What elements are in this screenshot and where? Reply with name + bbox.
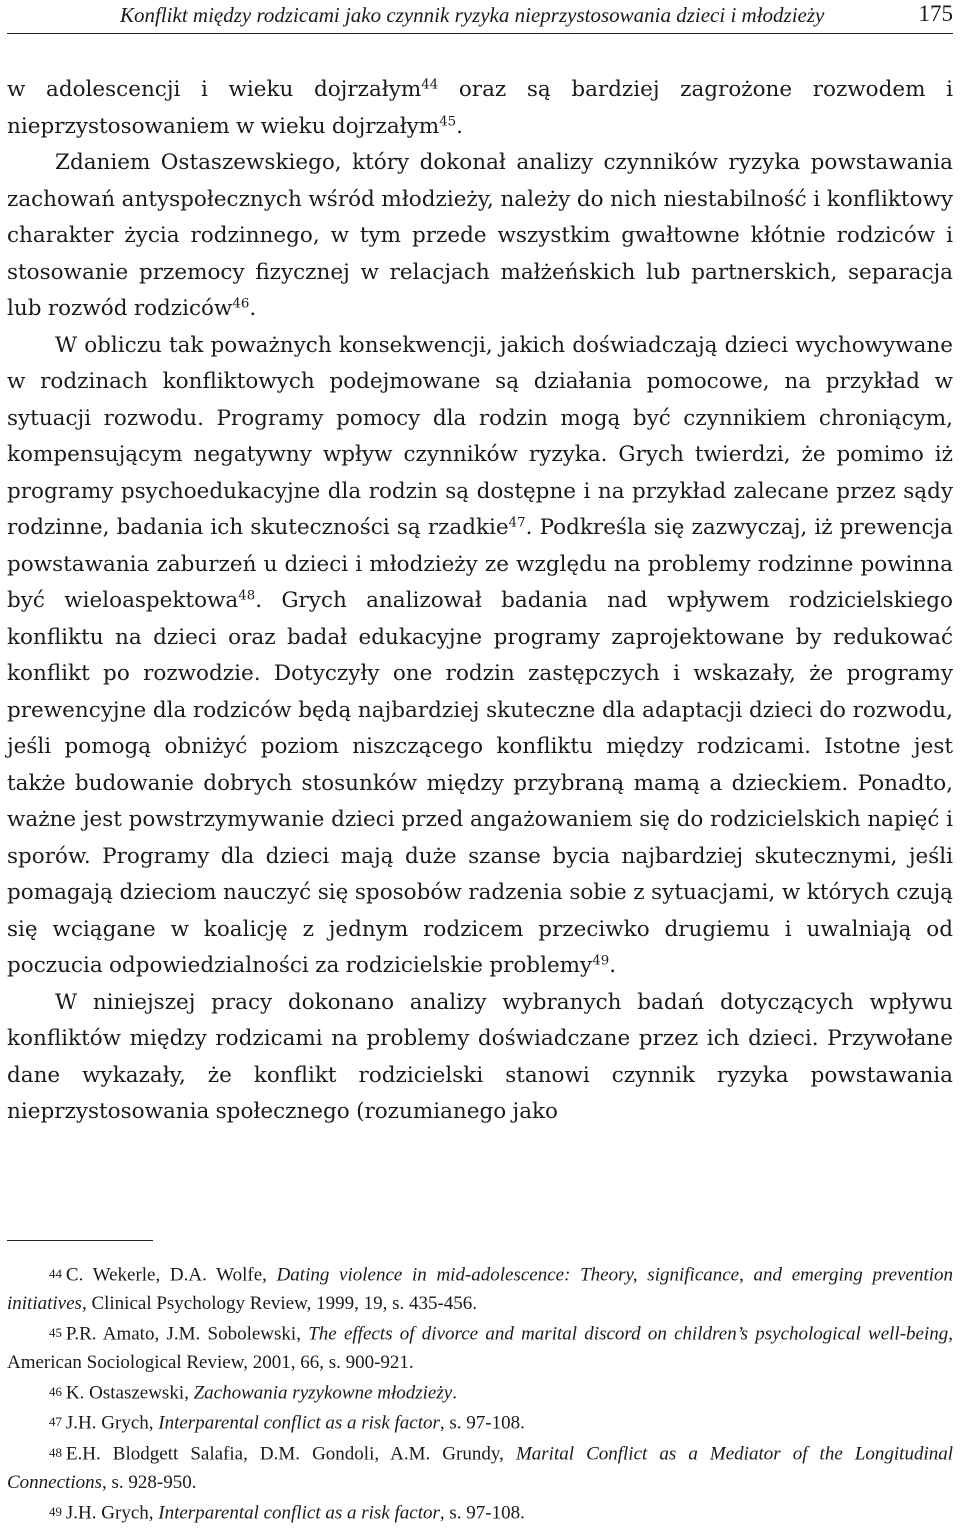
footnote-ref: 47	[508, 515, 526, 531]
page-number: 175	[918, 1, 953, 26]
footnote-title: Interparental conflict as a risk factor	[158, 1502, 440, 1524]
footnote-46	[7, 1378, 953, 1408]
body-text	[7, 72, 953, 1131]
footnote-number: 44	[49, 1266, 62, 1281]
footnote-source: , s. 97-108.	[439, 1502, 525, 1524]
footnote-title: Zachowania ryzykowne młodzieży	[193, 1382, 453, 1404]
text-span: oraz są bardziej zagrożone rozwodem i nieprzystosowaniem w wieku dojrzałym	[7, 77, 953, 139]
running-header	[7, 0, 953, 34]
paragraph-4	[7, 985, 953, 1131]
footnote-ref: 44	[421, 77, 439, 93]
footnote-source: , s. 97-108.	[439, 1412, 525, 1434]
footnote-authors: K. Ostaszewski,	[65, 1382, 194, 1404]
footnote-number: 49	[49, 1503, 62, 1519]
footnote-ref: 49	[592, 953, 610, 969]
footnote-source: , Clinical Psychology Review, 1999, 19, s. 435-456.	[81, 1293, 478, 1315]
text-span: .	[609, 953, 617, 978]
footnote-49	[7, 1498, 953, 1528]
footnote-number: 45	[49, 1324, 62, 1340]
text-span: W niniejszej pracy dokonano analizy wybranych badań dotyczących wpływu konfliktów między rodzicami na problemy doświadczane przez ich dzieci. Przywołane dane wykazały, że konflikt rodzicielski stanowi czynnik ryzyka powstawania nieprzystosowania społecznego (rozumianego jako	[7, 989, 953, 1124]
text-span: . Podkreśla się zazwyczaj, iż prewencja powstawania zaburzeń u dzieci i młodzieży ze względu na problemy rodzinne powinna być wieloaspektowa	[7, 515, 953, 613]
footnote-source: .	[452, 1382, 457, 1404]
paragraph-2	[7, 145, 953, 328]
footnote-source: , s. 928-950.	[102, 1471, 197, 1493]
footnote-47	[7, 1408, 953, 1438]
text-span: w adolescencji i wieku dojrzałym	[7, 77, 422, 102]
footnote-authors: J.H. Grych,	[65, 1412, 159, 1434]
text-span: .	[249, 296, 257, 321]
footnote-48	[7, 1439, 953, 1498]
footnote-ref: 48	[238, 588, 256, 604]
paragraph-3	[7, 328, 953, 985]
footnotes	[7, 1260, 953, 1528]
footnote-number: 48	[49, 1444, 62, 1460]
footnote-title: The effects of divorce and marital discord on children’s psychological well-being	[308, 1323, 949, 1345]
text-span: . Grych analizował badania nad wpływem rodzicielskiego konfliktu na dzieci oraz badał edukacyjne programy zaprojektowane by redukować konflikt po rozwodzie. Dotyczyły one rodzin zastępczych i wskazały, że programy prewencyjne dla rodziców będą najbardziej skuteczne dla adaptacji dzieci do rozwodu, jeśli pomogą obniżyć poziom niszczącego konfliktu między rodzicami. Istotne jest także budowanie dobrych stosunków między przybraną mamą a dzieckiem. Ponadto, ważne jest powstrzymywanie dzieci przed angażowaniem się do rodzicielskich napięć i sporów. Programy dla dzieci mają duże szanse bycia najbardziej skutecznymi, jeśli pomagają dzieciom nauczyć się sposobów radzenia sobie z sytuacjami, w których czują się wciągane w koalicję z jednym rodzicem przeciwko drugiemu i uwalniają od poczucia odpowiedzialności za rodzicielskie problemy	[7, 588, 954, 978]
footnote-ref: 45	[439, 114, 457, 130]
footnote-title: Dating violence in mid-adolescence: Theory, significance, and emerging prevention initiatives	[7, 1264, 953, 1315]
footnote-authors: E.H. Blodgett Salafia, D.M. Gondoli, A.M. Grundy,	[65, 1443, 516, 1465]
footnote-title: Marital Conflict as a Mediator of the Longitudinal Connections	[7, 1443, 954, 1493]
footnote-title: Interparental conflict as a risk factor	[158, 1412, 440, 1434]
footnote-ref: 46	[232, 296, 250, 312]
running-title: Konflikt między rodzicami jako czynnik ryzyka nieprzystosowania dzieci i młodzieży	[120, 3, 825, 27]
document-page	[7, 0, 954, 1524]
footnote-source: , American Sociological Review, 2001, 66, s. 900-921.	[7, 1323, 953, 1374]
paragraph-1	[7, 72, 953, 145]
text-span: .	[456, 113, 464, 139]
footnote-authors: P.R. Amato, J.M. Sobolewski,	[65, 1323, 309, 1345]
footnote-number: 47	[49, 1414, 62, 1430]
text-span: Zdaniem Ostaszewskiego, który dokonał analizy czynników ryzyka powstawania zachowań antyspołecznych wśród młodzieży, należy do nich niestabilność i konfliktowy charakter życia rodzinnego, w tym przede wszystkim gwałtowne kłótnie rodziców i stosowanie przemocy fizycznej w relacjach małżeńskich lub partnerskich, separacja lub rozwód rodziców	[7, 150, 953, 321]
footnote-44	[7, 1260, 953, 1319]
footnote-number: 46	[49, 1383, 62, 1399]
text-span: W obliczu tak poważnych konsekwencji, jakich doświadczają dzieci wychowywane w rodzinach konfliktowych podejmowane są działania pomocowe, na przykład w sytuacji rozwodu. Programy pomocy dla rodzin mogą być czynnikiem chroniącym, kompensującym negatywny wpływ czynników ryzyka. Grych twierdzi, że pomimo iż programy psychoedukacyjne dla rodzin są dostępne i na przykład zalecane przez sądy rodzinne, badania ich skuteczności są rzadkie	[7, 332, 953, 540]
footnote-authors: J.H. Grych,	[65, 1502, 159, 1524]
footnote-45	[7, 1319, 953, 1378]
footnote-authors: C. Wekerle, D.A. Wolfe,	[65, 1264, 277, 1286]
footnote-separator	[7, 1240, 153, 1241]
